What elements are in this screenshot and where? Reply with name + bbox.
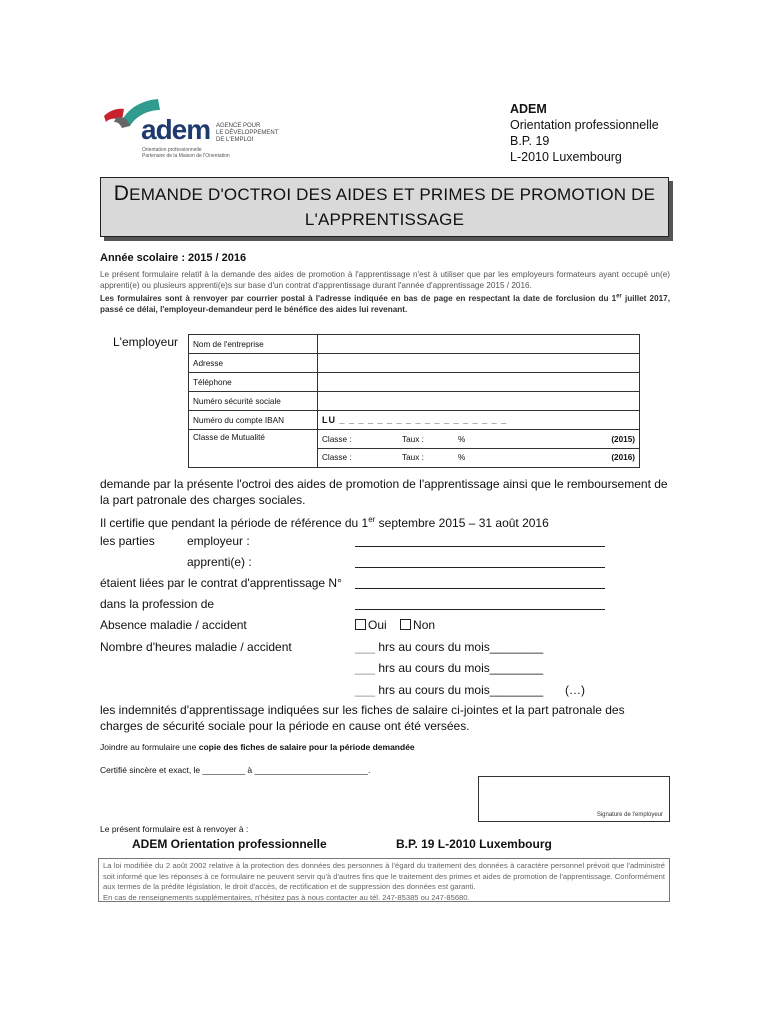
- certified-line[interactable]: Certifié sincère et exact, le _________ à ________________________.: [100, 765, 371, 775]
- profession-label: dans la profession de: [100, 597, 215, 611]
- employer-party-label: employeur :: [187, 534, 250, 548]
- form-title: DEMANDE D'OCTROI DES AIDES ET PRIMES DE PROMOTION DE L'APPRENTISSAGE: [113, 182, 656, 229]
- address-line-1: Orientation professionnelle: [510, 118, 659, 132]
- header-address: [510, 101, 659, 165]
- iban-field[interactable]: LU _ _ _ _ _ _ _ _ _ _ _ _ _ _ _ _ _ _: [318, 411, 640, 430]
- non-label: Non: [413, 618, 436, 632]
- hours-row-2[interactable]: ___ hrs au cours du mois________: [355, 661, 544, 675]
- oui-label: Oui: [368, 618, 387, 632]
- signature-label: Signature de l'employeur: [596, 812, 663, 818]
- absence-label: Absence maladie / accident: [100, 618, 247, 632]
- signature-box[interactable]: [478, 776, 670, 822]
- table-row: [189, 392, 640, 411]
- apprentice-party-label: apprenti(e) :: [187, 555, 252, 569]
- address-name: ADEM: [510, 102, 547, 116]
- phone-field[interactable]: [318, 373, 640, 392]
- apprentice-party-field[interactable]: [355, 567, 605, 568]
- oui-checkbox[interactable]: [355, 619, 366, 630]
- table-row: [189, 411, 640, 430]
- send-to-name: ADEM Orientation professionnelle: [132, 837, 327, 851]
- table-row: [189, 430, 640, 468]
- mutualite-label: Classe de Mutualité: [189, 430, 318, 468]
- employer-table: [188, 334, 640, 468]
- profession-field[interactable]: [355, 609, 605, 610]
- parties-label: les parties: [100, 534, 155, 548]
- mutualite-field[interactable]: Classe : Taux : % (2015) Classe : Taux : % (2016): [318, 430, 640, 468]
- intro-text: Le présent formulaire relatif à la demande des aides de promotion à l'apprentissage n'est à utiliser que par les employeurs formateurs ayant occupé un(e) apprenti(e) ou plusieurs apprenti(e)s sur base d'un contrat d'apprentissage durant l'année d'apprentissage 2015 / 2016. Les formulaires sont à renvoyer par courrier postal à l'adresse indiquée en bas de page en respectant la date de forclusion du 1er juillet 2017, passé ce délai, l'employeur-demandeur perd le bénéfice des aides lui revenant.: [100, 270, 671, 314]
- iban-label: Numéro du compte IBAN: [189, 411, 318, 430]
- logo-agency-text: AGENCE POUR LE DÉVELOPPEMENT DE L'EMPLOI: [216, 123, 279, 143]
- logo-wordmark: adem: [141, 114, 211, 145]
- phone-label: Téléphone: [189, 373, 318, 392]
- school-year: Année scolaire : 2015 / 2016: [100, 252, 247, 264]
- contract-number-field[interactable]: [355, 588, 605, 589]
- request-text: demande par la présente l'octroi des aides de promotion de l'apprentissage ainsi que le remboursement de la part patronale des charges sociales.: [100, 477, 668, 507]
- contract-label: étaient liées par le contrat d'apprentissage N°: [100, 576, 342, 590]
- etc-label: (…): [565, 683, 585, 697]
- privacy-footer: La loi modifiée du 2 août 2002 relative à la protection des données des personnes à l'égard du traitement des données à caractère personnel prévoit que l'administré soit informé que les réponses à ce formulaire ne peuvent servir qu'à d'autres fins que le traitement des primes et aides de promotion de l'apprentissage. Conformément aux termes de la prédite législation, le droit d'accès, de rectification et de suppression des données est garanti. En cas de renseignements supplémentaires, n'hésitez pas à nous contacter au tél. 247-85385 ou 247-85680.: [98, 858, 670, 902]
- address-line-3: L-2010 Luxembourg: [510, 150, 622, 164]
- employer-party-field[interactable]: [355, 546, 605, 547]
- form-title-box: [100, 177, 669, 237]
- certify-text: Il certifie que pendant la période de référence du 1er septembre 2015 – 31 août 2016: [100, 515, 549, 530]
- company-name-field[interactable]: [318, 335, 640, 354]
- address-line-2: B.P. 19: [510, 134, 550, 148]
- social-security-label: Numéro sécurité sociale: [189, 392, 318, 411]
- table-row: [189, 373, 640, 392]
- send-to-label: Le présent formulaire est à renvoyer à :: [100, 824, 249, 834]
- hours-label: Nombre d'heures maladie / accident: [100, 640, 292, 654]
- company-name-label: Nom de l'entreprise: [189, 335, 318, 354]
- table-row: [189, 354, 640, 373]
- send-to-address: B.P. 19 L-2010 Luxembourg: [396, 837, 552, 851]
- hours-row-3[interactable]: ___ hrs au cours du mois________: [355, 683, 544, 697]
- hours-row-1[interactable]: ___ hrs au cours du mois________: [355, 640, 544, 654]
- attach-note: Joindre au formulaire une copie des fiches de salaire pour la période demandée: [100, 742, 415, 752]
- table-row: [189, 335, 640, 354]
- absence-options: [355, 617, 435, 633]
- address-field[interactable]: [318, 354, 640, 373]
- indemnities-text: les indemnités d'apprentissage indiquées sur les fiches de salaire ci-jointes et la part patronale des charges de sécurité sociale pour la période en cause ont été versées.: [100, 703, 625, 733]
- address-label: Adresse: [189, 354, 318, 373]
- employer-label: L'employeur: [113, 335, 178, 349]
- social-security-field[interactable]: [318, 392, 640, 411]
- logo-subtitle: Orientation professionnelle Partenaire de la Maison de l'Orientation: [142, 147, 230, 159]
- non-checkbox[interactable]: [400, 619, 411, 630]
